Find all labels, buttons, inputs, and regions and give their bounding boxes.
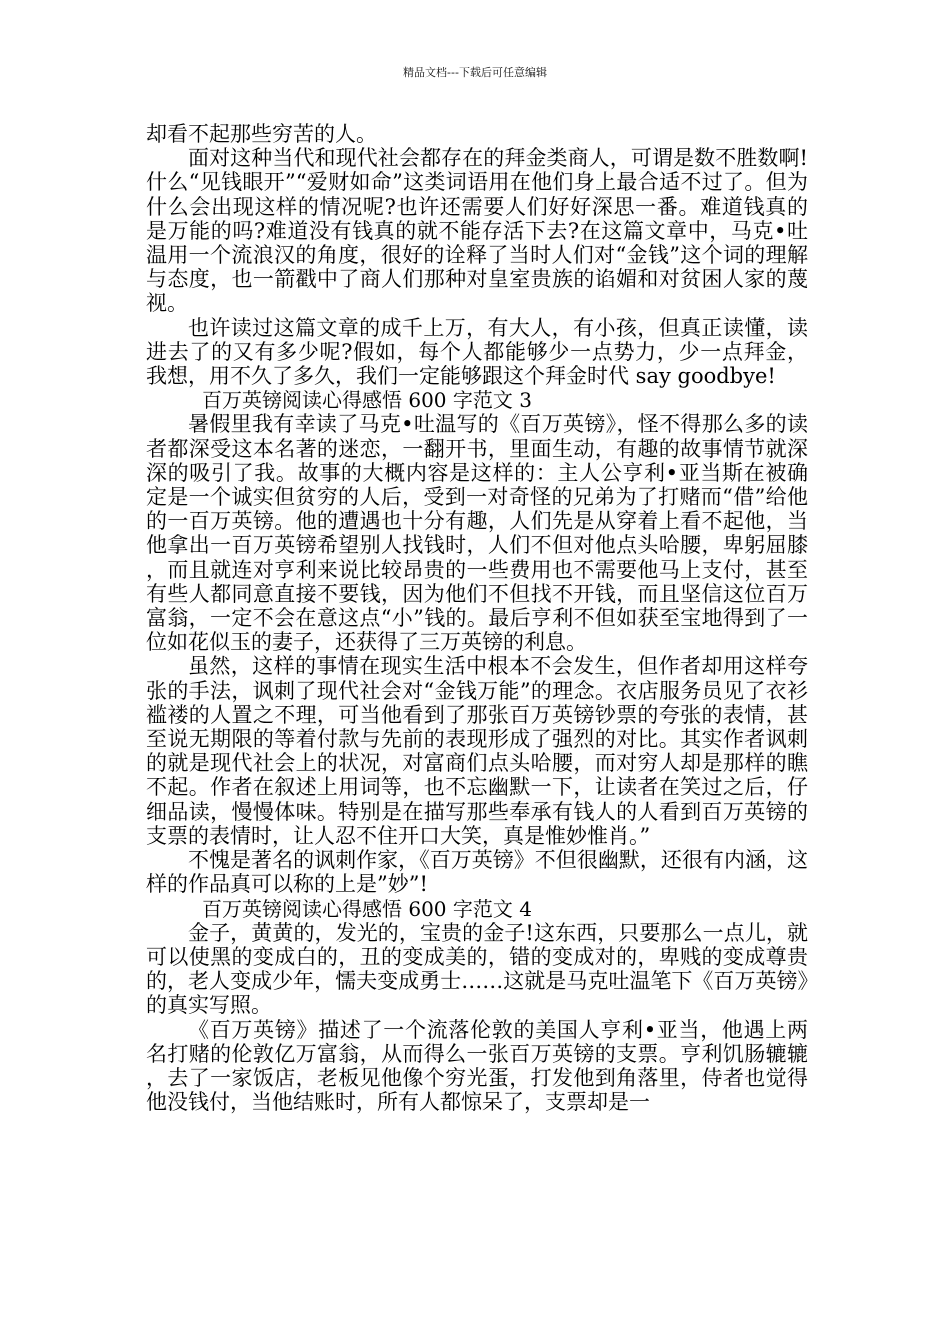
section-heading-4: 百万英镑阅读心得感悟 600 字范文 4 [202,896,532,921]
paragraph: 暑假里我有幸读了马克•吐温写的《百万英镑》，怪不得那么多的读者都深受这本名著的迷恋，一翻开书，里面生动，有趣的故事情节就深深的吸引了我。故事的大概内容是这样的：主人公亨利•亚当斯在被确定是一个诚实但贫穷的人后，受到一对奇怪的兄弟为了打赌而“借”给他的一百万英镑。他的遭遇也十分有趣，人们先是从穿着上看不起他，当他拿出一百万英镑希望别人找钱时，人们不但对他点头哈腰，卑躬屈膝，而且就连对亨利来说比较昂贵的一些费用也不需要他马上支付，甚至有些人都同意直接不要钱，因为他们不但找不开钱，而且坚信这位百万富翁，一定不会在意这点“小”钱的。最后亨利不但如获至宝地得到了一位如花似玉的妻子，还获得了三万英镑的利息。 [146,412,808,655]
section-heading-3: 百万英镑阅读心得感悟 600 字范文 3 [202,388,532,413]
paragraph: 面对这种当代和现代社会都存在的拜金类商人，可谓是数不胜数啊!什么“见钱眼开”“爱财如命”这类词语用在他们身上最合适不过了。但为什么会出现这样的情况呢?也许还需要人们好好深思一番。难道钱真的是万能的吗?难道没有钱真的就不能存活下去?在这篇文章中，马克•吐温用一个流浪汉的角度，很好的诠释了当时人们对“金钱”这个词的理解与态度，也一箭戳中了商人们那种对皇室贵族的谄媚和对贫困人家的蔑视。 [146,146,808,316]
page-header: 精品文档---下载后可任意编辑 [403,66,547,79]
paragraph: 不愧是著名的讽刺作家，《百万英镑》不但很幽默，还很有内涵，这样的作品真可以称的上是”妙”! [146,848,808,897]
paragraph: 也许读过这篇文章的成千上万，有大人，有小孩，但真正读懂，读进去了的又有多少呢?假如，每个人都能够少一点势力，少一点拜金，我想，用不久了多久，我们一定能够跟这个拜金时代 say goodbye! [146,315,808,389]
document-body [146,122,808,1114]
paragraph: 虽然，这样的事情在现实生活中根本不会发生，但作者却用这样夸张的手法，讽刺了现代社会对“金钱万能”的理念。衣店服务员见了衣衫褴褛的人置之不理，可当他看到了那张百万英镑钞票的夸张的表情，甚至说无期限的等着付款与先前的表现形成了强烈的对比。其实作者讽刺的就是现代社会上的状况，对富商们点头哈腰，而对穷人却是那样的瞧不起。作者在叙述上用词等，也不忘幽默一下，让读者在笑过之后，仔细品读，慢慢体味。特别是在描写那些奉承有钱人的人看到百万英镑的支票的表情时，让人忍不住开口大笑，真是惟妙惟肖。” [146,654,808,848]
paragraph-continued: 却看不起那些穷苦的人。 [146,122,377,146]
paragraph: 金子，黄黄的，发光的，宝贵的金子!这东西，只要那么一点儿，就可以使黑的变成白的，丑的变成美的，错的变成对的，卑贱的变成尊贵的，老人变成少年，懦夫变成勇士……这就是马克吐温笔下《百万英镑》的真实写照。 [146,920,808,1018]
paragraph: 《百万英镑》描述了一个流落伦敦的美国人亨利•亚当，他遇上两名打赌的伦敦亿万富翁，从而得么一张百万英镑的支票。亨利饥肠辘辘，去了一家饭店，老板见他像个穷光蛋，打发他到角落里，侍者也觉得他没钱付，当他结账时，所有人都惊呆了，支票却是一 [146,1017,808,1115]
